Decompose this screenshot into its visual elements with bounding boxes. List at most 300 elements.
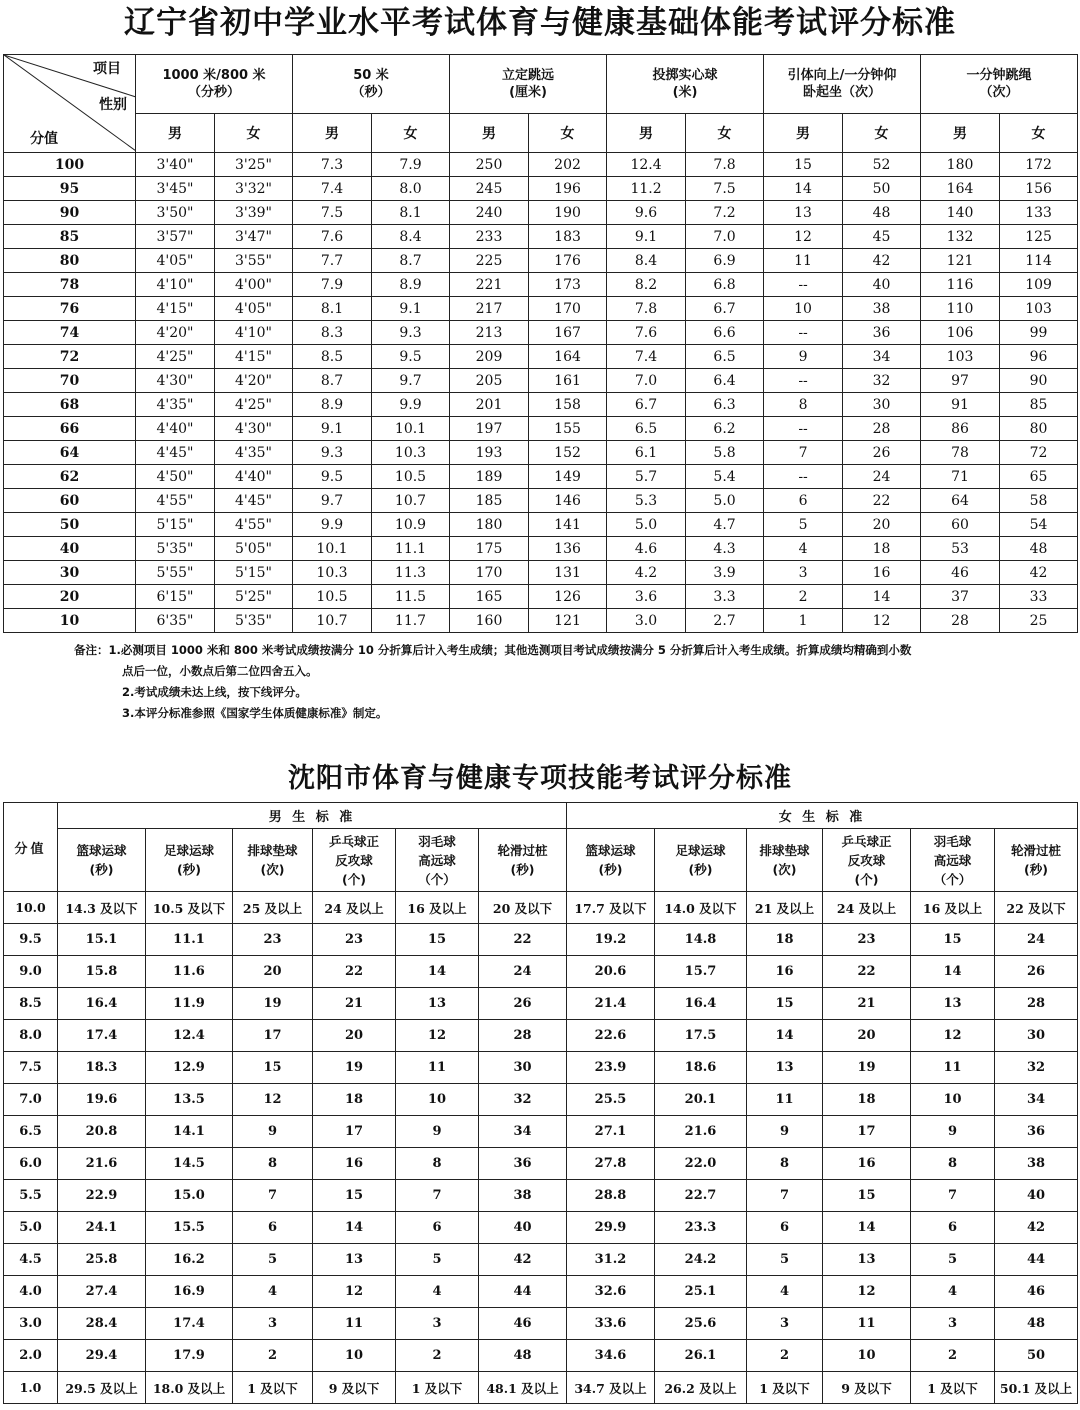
table-cell: 26.1 (655, 1340, 747, 1372)
table-cell: 18.6 (655, 1052, 747, 1084)
table-row (4, 1276, 1078, 1308)
table-cell: 5 (911, 1244, 995, 1276)
event-name: 一分钟跳绳 (966, 68, 1032, 83)
table-row (4, 585, 1078, 609)
score-cell: 64 (4, 441, 136, 465)
table-cell: 11.7 (372, 609, 450, 633)
table-cell: 4'25" (136, 345, 215, 369)
table-cell: 24.2 (655, 1244, 747, 1276)
table-cell: 5.3 (607, 489, 686, 513)
score-cell: 6.5 (4, 1116, 58, 1148)
table-cell: 183 (529, 225, 607, 249)
table-cell: 2 (396, 1340, 479, 1372)
table-cell: 165 (450, 585, 529, 609)
table-cell: 17.9 (146, 1340, 233, 1372)
score-cell: 7.5 (4, 1052, 58, 1084)
table-cell: 245 (450, 177, 529, 201)
table-cell: 13 (396, 988, 479, 1020)
event-name: 50 米 (353, 68, 389, 83)
table-cell: 14 (764, 177, 843, 201)
table-cell: 26 (479, 988, 567, 1020)
table-cell: 13 (313, 1244, 396, 1276)
table-cell: 164 (529, 345, 607, 369)
score-cell: 78 (4, 273, 136, 297)
table-cell: 37 (921, 585, 1000, 609)
table-cell: 29.5 及以上 (58, 1372, 146, 1404)
table-cell: 50.1 及以上 (995, 1372, 1078, 1404)
table-cell: 20 (843, 513, 921, 537)
table-cell: 30 (479, 1052, 567, 1084)
table-cell: 80 (1000, 417, 1078, 441)
table-cell: 23.3 (655, 1212, 747, 1244)
table-cell: 4 (911, 1276, 995, 1308)
table-cell: 20 (233, 956, 313, 988)
table-cell: 6 (396, 1212, 479, 1244)
table-cell: 7.8 (686, 153, 764, 177)
score-cell: 5.5 (4, 1180, 58, 1212)
table-cell: 7.9 (372, 153, 450, 177)
table-row (4, 1340, 1078, 1372)
score-cell: 72 (4, 345, 136, 369)
table-cell: 12 (843, 609, 921, 633)
gender-female: 女 (529, 114, 607, 153)
table-cell: 42 (995, 1212, 1078, 1244)
table-cell: 141 (529, 513, 607, 537)
table-cell: 8.3 (293, 321, 372, 345)
table-cell: 140 (921, 201, 1000, 225)
table-cell: 233 (450, 225, 529, 249)
table-cell: 17.4 (146, 1308, 233, 1340)
table-cell: 9.1 (607, 225, 686, 249)
table-cell: 25.1 (655, 1276, 747, 1308)
score-cell: 10 (4, 609, 136, 633)
table-cell: 24.1 (58, 1212, 146, 1244)
table-cell: 3'40" (136, 153, 215, 177)
table-cell: 16.4 (58, 988, 146, 1020)
table-cell: 3'25" (215, 153, 293, 177)
table-cell: 20.6 (567, 956, 655, 988)
table-cell: 172 (1000, 153, 1078, 177)
table-cell: 13.5 (146, 1084, 233, 1116)
table-cell: 133 (1000, 201, 1078, 225)
gender-female: 女 (1000, 114, 1078, 153)
table-cell: 11.9 (146, 988, 233, 1020)
table-row (4, 924, 1078, 956)
table-cell: 22.6 (567, 1020, 655, 1052)
table-cell: 10.7 (293, 609, 372, 633)
table-cell: 44 (479, 1276, 567, 1308)
table-cell: 110 (921, 297, 1000, 321)
skill-event-header (655, 829, 747, 892)
table-cell: 4'55" (136, 489, 215, 513)
skill-event-label: 乒乓球正 (328, 833, 379, 849)
skill-event-header (911, 829, 995, 892)
table-cell: 12 (823, 1276, 911, 1308)
table-cell: 202 (529, 153, 607, 177)
table-cell: 16 及以上 (396, 892, 479, 924)
table-cell: 4'15" (215, 345, 293, 369)
event-header (764, 55, 921, 114)
table-cell: 1 (764, 609, 843, 633)
table-cell: 9 及以下 (823, 1372, 911, 1404)
table-cell: 18 (823, 1084, 911, 1116)
table-cell: 8.2 (607, 273, 686, 297)
table-cell: 225 (450, 249, 529, 273)
table-row (4, 153, 1078, 177)
table-cell: 26 (995, 956, 1078, 988)
table-cell: 2 (911, 1340, 995, 1372)
table-cell: 8.0 (372, 177, 450, 201)
table-cell: 11 (396, 1052, 479, 1084)
table-cell: 205 (450, 369, 529, 393)
table-cell: 189 (450, 465, 529, 489)
table-cell: 4 (747, 1276, 823, 1308)
table-cell: 20 (313, 1020, 396, 1052)
table-cell: 217 (450, 297, 529, 321)
table-cell: 20 (823, 1020, 911, 1052)
note-line-2: 2.考试成绩未达上线，按下线评分。 (122, 685, 307, 699)
skill-event-label: 排球垫球 (247, 843, 298, 858)
table-cell: 22 (843, 489, 921, 513)
score-cell: 4.5 (4, 1244, 58, 1276)
table-cell: 5'25" (215, 585, 293, 609)
table-cell: 21 (313, 988, 396, 1020)
table-cell: 20 及以下 (479, 892, 567, 924)
table-cell: 146 (529, 489, 607, 513)
table-cell: 23 (313, 924, 396, 956)
table-cell: 2 (747, 1340, 823, 1372)
table-cell: 34 (479, 1116, 567, 1148)
table-cell: 4'15" (136, 297, 215, 321)
table-cell: 20.1 (655, 1084, 747, 1116)
table-cell: 45 (843, 225, 921, 249)
table-cell: 7.4 (293, 177, 372, 201)
table-cell: 15 (747, 988, 823, 1020)
table-cell: 60 (921, 513, 1000, 537)
table-cell: 48 (995, 1308, 1078, 1340)
score-cell: 66 (4, 417, 136, 441)
table-cell: 9.5 (293, 465, 372, 489)
event-unit: （秒） (351, 85, 391, 100)
table-cell: 19 (313, 1052, 396, 1084)
skill-event-label: 羽毛球 (933, 833, 972, 849)
table-cell: 46 (479, 1308, 567, 1340)
score-cell: 40 (4, 537, 136, 561)
table-cell: 7.9 (293, 273, 372, 297)
table-cell: 11 (747, 1084, 823, 1116)
table-cell: 38 (479, 1180, 567, 1212)
table-cell: 161 (529, 369, 607, 393)
table-cell: 158 (529, 393, 607, 417)
table-cell: 10.9 (372, 513, 450, 537)
table-cell: 27.4 (58, 1276, 146, 1308)
table-cell: 40 (479, 1212, 567, 1244)
table-cell: 12 (233, 1084, 313, 1116)
table-cell: 29.9 (567, 1212, 655, 1244)
table-cell: 170 (450, 561, 529, 585)
table-cell: 27.1 (567, 1116, 655, 1148)
table-cell: 12 (313, 1276, 396, 1308)
table-cell: 16 (313, 1148, 396, 1180)
table-row (4, 988, 1078, 1020)
table-cell: 20.8 (58, 1116, 146, 1148)
table-cell: 4'35" (136, 393, 215, 417)
table-row (4, 345, 1078, 369)
table-cell: 6.5 (607, 417, 686, 441)
score-cell: 4.0 (4, 1276, 58, 1308)
score-cell: 1.0 (4, 1372, 58, 1404)
table-cell: 8.7 (372, 249, 450, 273)
skill-event-label: 篮球运球 (585, 843, 636, 858)
table-cell: 8.5 (293, 345, 372, 369)
table-cell: 21.6 (58, 1148, 146, 1180)
table-cell: 170 (529, 297, 607, 321)
table-cell: 6.7 (607, 393, 686, 417)
table-cell: 5.4 (686, 465, 764, 489)
score-cell: 7.0 (4, 1084, 58, 1116)
table-cell: 6.5 (686, 345, 764, 369)
table-cell: 4'20" (136, 321, 215, 345)
table-cell: 7.5 (686, 177, 764, 201)
table-cell: 4 (396, 1276, 479, 1308)
table-cell: 3'55" (215, 249, 293, 273)
table-cell: 16 及以上 (911, 892, 995, 924)
table-cell: 176 (529, 249, 607, 273)
event-header (450, 55, 607, 114)
table-cell: 4'30" (136, 369, 215, 393)
table-cell: 17.5 (655, 1020, 747, 1052)
table-cell: 3'39" (215, 201, 293, 225)
table-cell: 9 (764, 345, 843, 369)
table-cell: 14 (747, 1020, 823, 1052)
table-cell: 8.1 (372, 201, 450, 225)
score-cell: 90 (4, 201, 136, 225)
table-cell: 15.1 (58, 924, 146, 956)
table-cell: 4 (233, 1276, 313, 1308)
table-cell: 8 (911, 1148, 995, 1180)
table-cell: 25 (1000, 609, 1078, 633)
table-cell: 15 (233, 1052, 313, 1084)
table-cell: 14 (911, 956, 995, 988)
table-cell: 155 (529, 417, 607, 441)
table-row (4, 513, 1078, 537)
table-cell: 116 (921, 273, 1000, 297)
table-cell: 4'50" (136, 465, 215, 489)
table-cell: 221 (450, 273, 529, 297)
skill-event-label: (次) (260, 862, 285, 877)
table-cell: 164 (921, 177, 1000, 201)
table-cell: 3 (396, 1308, 479, 1340)
corner-gender-label: 性别 (99, 97, 127, 113)
table-cell: 3 (747, 1308, 823, 1340)
table-cell: 9.3 (372, 321, 450, 345)
table-cell: 156 (1000, 177, 1078, 201)
table-cell: 11.1 (146, 924, 233, 956)
table-cell: 17.7 及以下 (567, 892, 655, 924)
skill-event-label: 羽毛球 (418, 833, 456, 849)
table-cell: 5'05" (215, 537, 293, 561)
gender-male: 男 (450, 114, 529, 153)
table-cell: 6.2 (686, 417, 764, 441)
corner-header (4, 55, 136, 153)
table-cell: 44 (995, 1244, 1078, 1276)
table-cell: 28 (479, 1020, 567, 1052)
table-cell: 7.7 (293, 249, 372, 273)
table-cell: 114 (1000, 249, 1078, 273)
table-cell: 10 (911, 1084, 995, 1116)
table-cell: 16.2 (146, 1244, 233, 1276)
skill-event-label: (秒) (1024, 862, 1048, 877)
skill-event-label: 足球运球 (675, 843, 726, 858)
score-cell: 62 (4, 465, 136, 489)
table-cell: 38 (843, 297, 921, 321)
table-cell: 78 (921, 441, 1000, 465)
skill-event-label: 排球垫球 (759, 843, 810, 858)
table-cell: 91 (921, 393, 1000, 417)
score-cell: 3.0 (4, 1308, 58, 1340)
table-cell: 64 (921, 489, 1000, 513)
table-cell: 36 (479, 1148, 567, 1180)
table-cell: 6.6 (686, 321, 764, 345)
score-cell: 8.5 (4, 988, 58, 1020)
gender-male: 男 (921, 114, 1000, 153)
table-cell: 1 及以下 (911, 1372, 995, 1404)
table-cell: 10.3 (293, 561, 372, 585)
table-cell: 6.1 (607, 441, 686, 465)
corner-item-label: 项目 (93, 61, 121, 77)
table-cell: 96 (1000, 345, 1078, 369)
score-cell: 9.0 (4, 956, 58, 988)
table-cell: 15.8 (58, 956, 146, 988)
table-cell: 10.5 及以下 (146, 892, 233, 924)
table-cell: 30 (995, 1020, 1078, 1052)
table-cell: 14 (843, 585, 921, 609)
score-cell: 80 (4, 249, 136, 273)
table-cell: 22.7 (655, 1180, 747, 1212)
table-cell: 23 (823, 924, 911, 956)
event-header (607, 55, 764, 114)
table-cell: 7 (396, 1180, 479, 1212)
table-cell: 11.5 (372, 585, 450, 609)
table-cell: 2 (233, 1340, 313, 1372)
skill-event-label: (次) (772, 862, 797, 877)
table-cell: 4'20" (215, 369, 293, 393)
table-cell: 17.4 (58, 1020, 146, 1052)
table-cell: 86 (921, 417, 1000, 441)
table-cell: 19.6 (58, 1084, 146, 1116)
table-cell: 5.0 (686, 489, 764, 513)
table-cell: -- (764, 417, 843, 441)
table-cell: 4.2 (607, 561, 686, 585)
skill-event-header (567, 829, 655, 892)
event-name: 1000 米/800 米 (162, 68, 266, 83)
table-cell: 7 (911, 1180, 995, 1212)
table-cell: 185 (450, 489, 529, 513)
table-row (4, 393, 1078, 417)
event-name: 投掷实心球 (652, 68, 718, 83)
table-cell: 167 (529, 321, 607, 345)
table-cell: 9.1 (372, 297, 450, 321)
score-cell: 76 (4, 297, 136, 321)
table-cell: 24 (479, 956, 567, 988)
table-cell: 22.0 (655, 1148, 747, 1180)
table-cell: 9 (396, 1116, 479, 1148)
table-cell: 26 (843, 441, 921, 465)
table-cell: 103 (921, 345, 1000, 369)
table-row (4, 369, 1078, 393)
table-cell: 25 及以上 (233, 892, 313, 924)
event-header (293, 55, 450, 114)
table-cell: 14 (823, 1212, 911, 1244)
table-cell: 121 (529, 609, 607, 633)
note-line-1: 备注：1.必测项目 1000 米和 800 米考试成绩按满分 10 分折算后计入考生成绩；其他选测项目考试成绩按满分 5 分折算后计入考生成绩。折算成绩均精确到小数 (74, 643, 912, 657)
table-cell: 149 (529, 465, 607, 489)
gender-male: 男 (607, 114, 686, 153)
table-cell: 4'10" (215, 321, 293, 345)
table-cell: 46 (995, 1276, 1078, 1308)
table-cell: 13 (764, 201, 843, 225)
table-cell: 52 (843, 153, 921, 177)
table-cell: 4'40" (136, 417, 215, 441)
table-cell: 10.1 (293, 537, 372, 561)
table-cell: 22 (313, 956, 396, 988)
table-row (4, 892, 1078, 924)
table-cell: 24 (995, 924, 1078, 956)
score-cell: 68 (4, 393, 136, 417)
table-cell: 21 (823, 988, 911, 1020)
table-cell: 22 及以下 (995, 892, 1078, 924)
table-cell: 18 (747, 924, 823, 956)
table-cell: 6.7 (686, 297, 764, 321)
table-cell: 32 (479, 1084, 567, 1116)
table-cell: 4'25" (215, 393, 293, 417)
table-cell: 16 (823, 1148, 911, 1180)
table-cell: 16 (843, 561, 921, 585)
table-cell: 21.4 (567, 988, 655, 1020)
table-cell: 99 (1000, 321, 1078, 345)
table-cell: 29.4 (58, 1340, 146, 1372)
note-line-1b: 点后一位，小数点后第二位四舍五入。 (122, 664, 318, 678)
table-cell: 136 (529, 537, 607, 561)
table-cell: -- (764, 465, 843, 489)
table-cell: 12.4 (607, 153, 686, 177)
table-cell: 106 (921, 321, 1000, 345)
table-cell: 8.4 (607, 249, 686, 273)
table-cell: 9.1 (293, 417, 372, 441)
skill-event-label: (秒) (177, 862, 201, 877)
table-cell: 32 (995, 1052, 1078, 1084)
table-row (4, 1020, 1078, 1052)
table-cell: 10.5 (293, 585, 372, 609)
score-cell: 10.0 (4, 892, 58, 924)
table-row (4, 1244, 1078, 1276)
table-row (4, 465, 1078, 489)
table-cell: 9.5 (372, 345, 450, 369)
table-cell: 109 (1000, 273, 1078, 297)
table-cell: 33.6 (567, 1308, 655, 1340)
table-cell: 13 (823, 1244, 911, 1276)
table-cell: 54 (1000, 513, 1078, 537)
table-cell: 180 (450, 513, 529, 537)
table-cell: 6 (911, 1212, 995, 1244)
table-row (4, 1116, 1078, 1148)
table-cell: -- (764, 321, 843, 345)
table-cell: 5'15" (215, 561, 293, 585)
table-cell: 10 (396, 1084, 479, 1116)
event-unit: （次） (979, 85, 1019, 100)
table-cell: 11.2 (607, 177, 686, 201)
skill-event-label: 反攻球 (847, 852, 886, 868)
